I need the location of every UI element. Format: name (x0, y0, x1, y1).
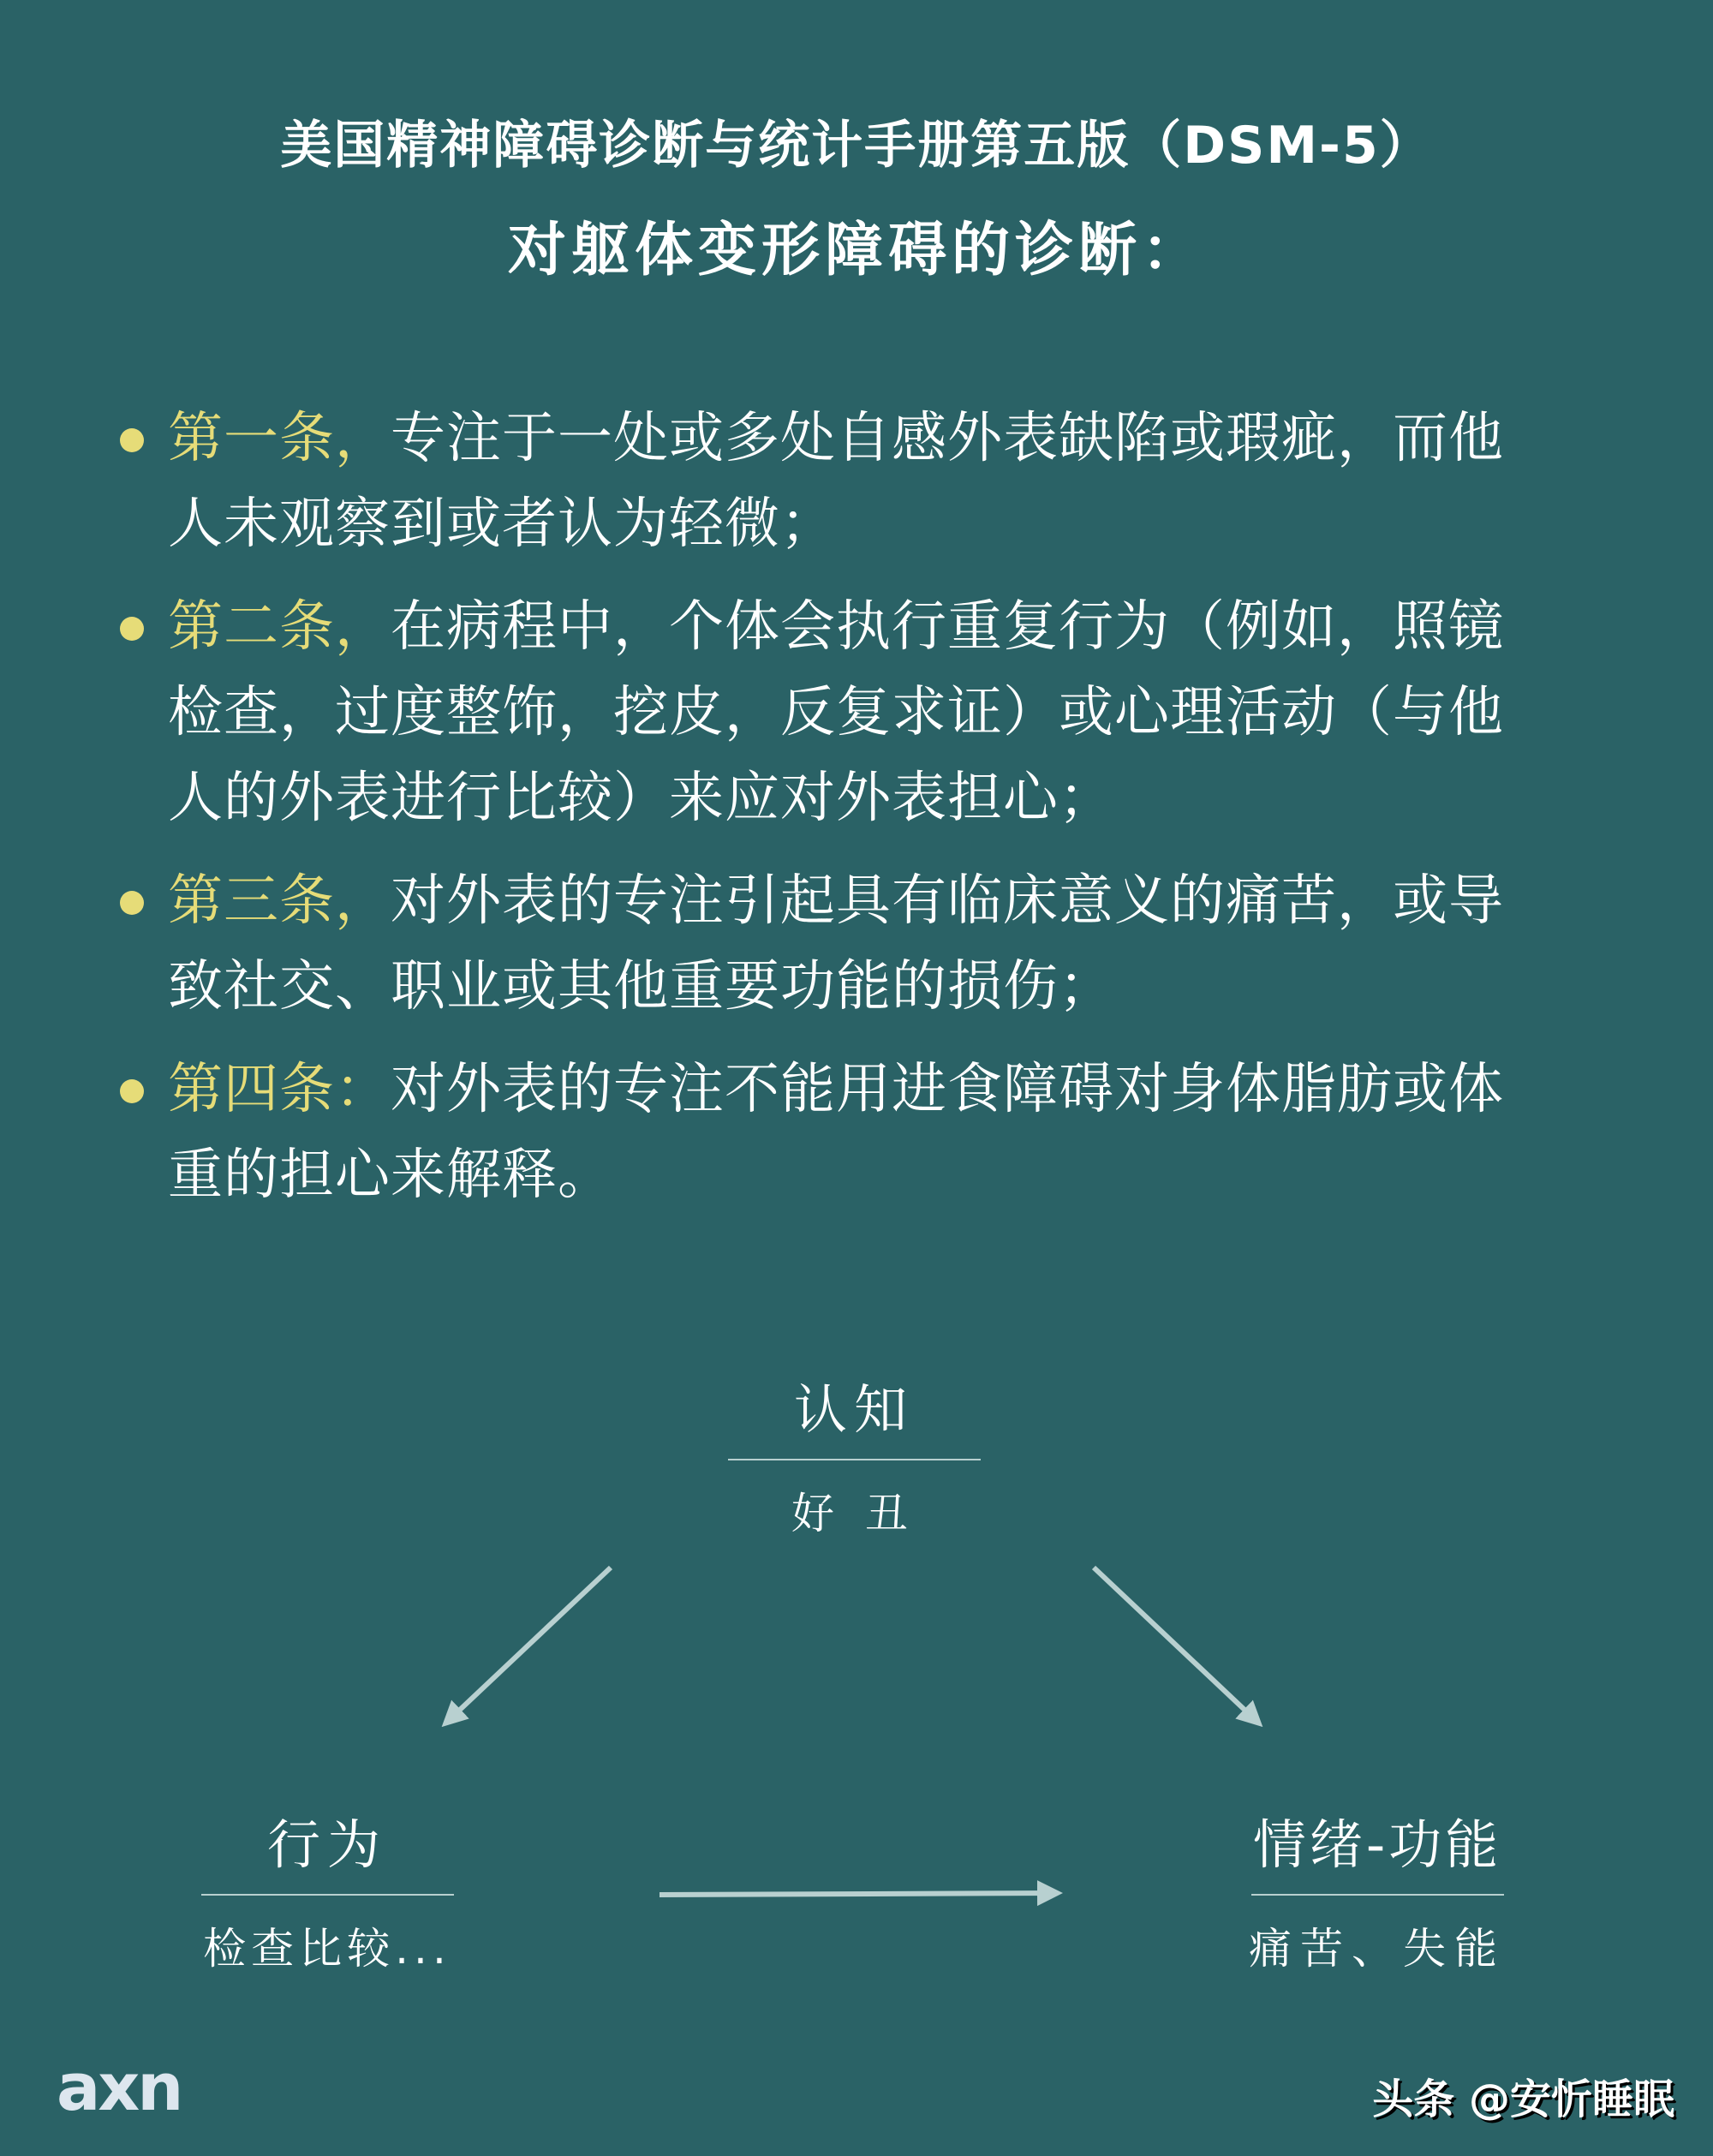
criterion-text: 对外表的专注引起具有临床意义的痛苦，或导 (391, 869, 1504, 933)
title-line-2: 对躯体变形障碍的诊断： (507, 217, 1205, 284)
criterion-label: 第一条， (168, 407, 391, 470)
arrow-cognition-to-emotion (1094, 1568, 1259, 1723)
node-title: 行为 (266, 1813, 387, 1876)
criterion-text: 人未观察到或者认为轻微； (168, 493, 836, 556)
criterion-text: 专注于一处或多处自感外表缺陷或瑕疵，而他 (391, 407, 1504, 470)
divider (1251, 1894, 1504, 1896)
node-subtitle: 检查比较... (203, 1924, 451, 1974)
divider (201, 1894, 454, 1896)
node-cognition (683, 1367, 1025, 1541)
criterion-text: 人的外表进行比较）来应对外表担心； (168, 767, 1114, 830)
node-title: 情绪-功能 (1252, 1813, 1502, 1876)
node-behavior (156, 1802, 498, 1976)
node-subtitle: 痛苦、失能 (1249, 1924, 1506, 1974)
criterion-text: 在病程中，个体会执行重复行为（例如，照镜 (391, 595, 1504, 659)
criterion-label: 第三条， (168, 869, 391, 933)
criterion-label: 第二条， (168, 595, 391, 659)
criterion-text: 致社交、职业或其他重要功能的损伤； (168, 955, 1114, 1018)
criterion-text: 对外表的专注不能用进食障碍对身体脂肪或体 (391, 1058, 1504, 1121)
criterion-text: 检查，过度整饰，挖皮，反复求证）或心理活动（与他 (168, 681, 1504, 744)
arrow-cognition-to-behavior (445, 1568, 611, 1723)
node-emotion (1206, 1802, 1549, 1976)
title-line-1: 美国精神障碍诊断与统计手册第五版（DSM-5） (280, 116, 1433, 176)
criterion-text: 重的担心来解释。 (168, 1144, 613, 1207)
node-subtitle: 好 丑 (791, 1489, 916, 1538)
criterion-label: 第四条： (168, 1058, 391, 1121)
watermark: 头条 @安忻睡眠 (1372, 2075, 1674, 2123)
axn-logo: axn (57, 2049, 182, 2125)
arrow-behavior-to-emotion (660, 1893, 1058, 1895)
divider (728, 1459, 981, 1460)
node-title: 认知 (793, 1378, 914, 1441)
